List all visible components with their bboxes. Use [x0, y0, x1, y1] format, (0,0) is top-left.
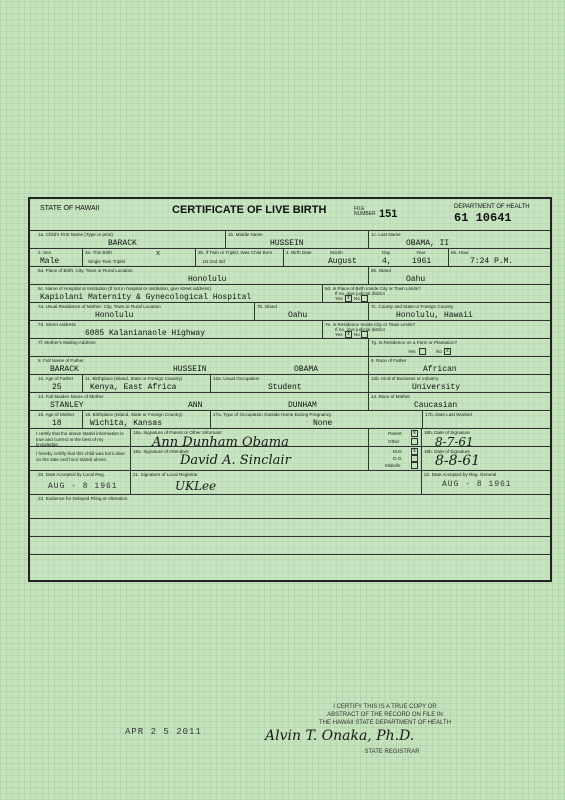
- label-mailing-address: 7f. Mother's Mailing Address: [38, 340, 96, 345]
- value-hospital: Kapiolani Maternity & Gynecological Hospital: [40, 293, 252, 302]
- value-res-city: Honolulu: [95, 311, 134, 320]
- label-parent: Parent: [388, 431, 402, 436]
- label-hour: 5b. Hour: [451, 250, 469, 255]
- value-mother-middle: ANN: [188, 401, 203, 410]
- value-father-business: University: [412, 383, 461, 392]
- checkbox-other: [411, 438, 418, 445]
- value-mother-last: DUNHAM: [288, 401, 317, 410]
- label-mother-age: 15. Age of Mother: [38, 412, 75, 417]
- label-local-reg-date: 20. Date Accepted by Local Reg.: [38, 472, 105, 477]
- label-informant-date: 18b. Date of Signature: [424, 430, 470, 435]
- checkbox-yes-6d: x: [345, 295, 352, 302]
- value-mother-birthplace: Wichita, Kansas: [90, 419, 163, 428]
- label-day: Day: [382, 250, 391, 255]
- label-mother-maiden: 13. Full Maiden Name of Mother: [38, 394, 104, 399]
- label-father-age: 10. Age of Father: [38, 376, 74, 381]
- label-father-race: 9. Race of Father: [371, 358, 407, 363]
- label-local-registrar: 21. Signature of Local Registrar: [133, 472, 198, 477]
- label-attendant-date: 19b. Date of Signature: [424, 449, 470, 454]
- value-this-birth-mark: x: [156, 250, 161, 258]
- label-yes-7g: Yes: [408, 349, 416, 354]
- label-street-address: 7d. Street Address: [38, 322, 76, 327]
- label-date-last-worked: 17b. Date Last Worked: [425, 412, 472, 417]
- value-year: 1961: [412, 257, 432, 266]
- value-first-name: BARACK: [108, 239, 137, 248]
- label-no-7g: No: [436, 349, 442, 354]
- label-middle-name: 1b. Middle Name: [228, 232, 263, 237]
- label-first-name: 1a. Child's First Name (Type or print): [38, 232, 113, 237]
- certify-line-3: THE HAWAII STATE DEPARTMENT OF HEALTH: [319, 720, 451, 726]
- value-father-birthplace: Kenya, East Africa: [90, 383, 177, 392]
- label-twin-order: 3b. If Twin or Triplet, Was Child Born: [198, 250, 273, 255]
- value-res-county: Honolulu, Hawaii: [396, 311, 473, 320]
- label-other: Other: [388, 439, 400, 444]
- issue-date-stamp: APR 2 5 2011: [125, 727, 202, 737]
- value-father-first: BARACK: [50, 365, 79, 374]
- value-hour: 7:24 P.M.: [470, 257, 514, 266]
- number-label: NUMBER: [354, 211, 376, 217]
- label-res-island: 7b. Island: [257, 304, 277, 309]
- label-month: Month: [330, 250, 343, 255]
- label-mother-occupation: 17a. Type of Occupation Outside Home During Pregnancy: [213, 412, 332, 417]
- label-mother-birthplace: 16. Birthplace (Island, State or Foreign Country): [85, 412, 183, 417]
- label-father-name: 8. Full Name of Father: [38, 358, 84, 363]
- value-res-island: Oahu: [288, 311, 308, 320]
- label-this-birth: 3a. This Birth: [85, 250, 112, 255]
- label-birth-date: 4. Birth Date: [286, 250, 312, 255]
- informant-signature: Ann Dunham Obama: [152, 435, 289, 450]
- reg-general-date: AUG - 8 1961: [442, 480, 512, 489]
- local-reg-date: AUG - 8 1961: [48, 482, 118, 491]
- value-father-occupation: Student: [268, 383, 302, 392]
- label-year: Year: [416, 250, 426, 255]
- value-mother-age: 18: [52, 419, 62, 428]
- value-day: 4,: [382, 257, 392, 266]
- value-mother-first: STANLEY: [50, 401, 84, 410]
- checkbox-no-7e: [361, 331, 368, 338]
- checkbox-yes-7e: x: [345, 331, 352, 338]
- value-mother-occupation: None: [313, 419, 333, 428]
- file-label: FILE: [354, 206, 365, 212]
- label-no-7e: No: [354, 332, 360, 337]
- label-mother-race: 14. Race of Mother: [371, 394, 411, 399]
- value-last-name: OBAMA, II: [406, 239, 450, 248]
- checkbox-midwife: [411, 462, 418, 469]
- value-mother-race: Caucasian: [414, 401, 458, 410]
- value-month: August: [328, 257, 357, 266]
- checkbox-yes-7g: [419, 348, 426, 355]
- certify-line-1: I CERTIFY THIS IS A TRUE COPY OR: [333, 704, 437, 710]
- certify-attendant: I hereby certify that this child was born alive on the date and hour stated above.: [36, 451, 125, 462]
- state-registrar-signature: Alvin T. Onaka, Ph.D.: [265, 728, 415, 744]
- label-do: D.O.: [393, 456, 403, 461]
- checkbox-do: [411, 455, 418, 462]
- label-delayed-filing: 23. Evidence for Delayed Filing or Alteration: [38, 496, 128, 501]
- label-reg-general-date: 22. Date Accepted by Reg. General: [424, 472, 497, 477]
- file-number: 151: [379, 208, 398, 220]
- value-island: Oahu: [406, 275, 426, 284]
- local-registrar-signature: UKLee: [175, 479, 217, 493]
- checkbox-no-6d: [361, 295, 368, 302]
- label-inside-city: 6d. Is Place of Birth Inside City or Town Limits?: [325, 286, 421, 291]
- department-label: DEPARTMENT OF HEALTH: [454, 204, 530, 210]
- label-father-occupation: 12a. Usual Occupation: [213, 376, 260, 381]
- value-father-age: 25: [52, 383, 62, 392]
- checkbox-md: x: [411, 448, 418, 455]
- label-county-state: 7c. County and State or Foreign Country: [371, 304, 454, 309]
- value-middle-name: HUSSEIN: [270, 239, 304, 248]
- attendant-sig-date: 8-8-61: [435, 453, 481, 469]
- birth-certificate: [28, 197, 552, 582]
- label-hospital: 6c. Name of Hospital or Institution (If not in hospital or institution, give street address): [38, 286, 211, 291]
- certify-line-2: ABSTRACT OF THE RECORD ON FILE IN: [327, 712, 443, 718]
- informant-sig-date: 8-7-61: [435, 435, 474, 449]
- attendant-signature: David A. Sinclair: [180, 453, 291, 468]
- label-md: M.D.: [393, 449, 403, 454]
- label-place-of-birth: 6a. Place of Birth: City, Town or Rural Location: [38, 268, 133, 273]
- label-sex: 2. Sex: [38, 250, 52, 255]
- certification-text: [270, 703, 500, 727]
- label-judicial-district: If no, give judicial district: [335, 291, 385, 296]
- label-farm: 7g. Is Residence on a Farm or Plantation?: [371, 340, 458, 345]
- label-informant-signature: 18a. Signature of Parent or Other Informant: [133, 430, 222, 435]
- label-yes-6d: Yes: [335, 296, 343, 301]
- value-city: Honolulu: [188, 275, 227, 284]
- label-father-birthplace: 11. Birthplace (Island, State or Foreign Country): [85, 376, 183, 381]
- label-no-6d: No: [354, 296, 360, 301]
- label-res-judicial: If no, give judicial district: [335, 327, 385, 332]
- certify-informant: I certify that the above stated information is true and correct to the best of my knowledge.: [36, 431, 124, 447]
- certificate-title: CERTIFICATE OF LIVE BIRTH: [172, 204, 327, 216]
- value-street: 6085 Kalanianaole Highway: [85, 329, 206, 338]
- value-father-middle: HUSSEIN: [173, 365, 207, 374]
- registrar-title: STATE REGISTRAR: [364, 749, 420, 755]
- value-sex: Male: [40, 257, 60, 266]
- label-attendant-signature: 19a. Signature of Attendant: [133, 449, 189, 454]
- certificate-number: 61 10641: [454, 211, 512, 225]
- value-father-race: African: [423, 365, 457, 374]
- label-last-name: 1c. Last Name: [371, 232, 401, 237]
- label-mother-residence: 7a. Usual Residence of Mother: City, Town or Rural Location: [38, 304, 161, 309]
- label-birth-options: Single Twin Triplet: [88, 259, 126, 264]
- label-midwife: Midwife: [385, 463, 401, 468]
- label-res-inside-city: 7e. Is Residence Inside City or Town Limits?: [325, 322, 416, 327]
- label-yes-7e: Yes: [335, 332, 343, 337]
- label-father-business: 12b. Kind of Business or Industry: [371, 376, 439, 381]
- checkbox-no-7g: x: [444, 348, 451, 355]
- label-island: 6b. Island: [371, 268, 391, 273]
- label-twin-options: 1st 2nd 3rd: [202, 259, 225, 264]
- state-label: STATE OF HAWAII: [40, 205, 100, 212]
- checkbox-parent: x: [411, 430, 418, 437]
- value-father-last: OBAMA: [294, 365, 319, 374]
